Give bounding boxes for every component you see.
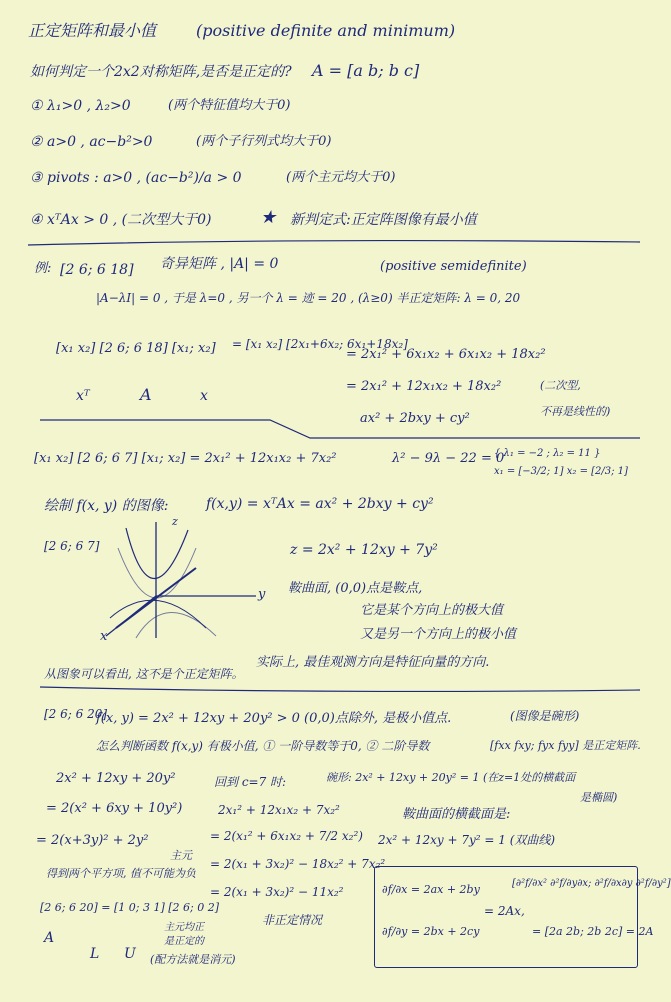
complete-square-3: = 2(x+3y)² + 2y² [36,833,149,848]
saddle-note: 鞍曲面, (0,0)点是鞍点, [288,581,423,596]
plot-title: 绘制 f(x, y) 的图像: [44,498,169,514]
pivot-note: 主元 [170,849,192,862]
complete-square-2: = 2(x² + 6xy + 10y²) [46,801,183,816]
criterion-2-note: (两个子行列式均大于0) [196,134,332,149]
example-matrix: [2 6; 6 18] [60,262,134,278]
small-matrix: [2 6; 6 7] [44,539,100,553]
back-step-4: = 2(x₁ + 3x₂)² − 11x₂² [210,885,344,899]
lu-label-l: L [90,946,100,962]
bowl-shape: (图像是碗形) [510,709,580,723]
saddle-cross-section: 鞍曲面的横截面是: [402,807,511,822]
saddle-cross-section-eq: 2x² + 12xy + 7y² = 1 (双曲线) [378,833,556,847]
quadratic-general: ax² + 2bxy + cy² [360,411,470,426]
matrix-def: A = [a b; b c] [312,61,420,80]
back-step-1: 2x₁² + 12x₁x₂ + 7x₂² [218,803,340,817]
example-label: 例: [34,261,52,276]
criterion-1-note: (两个特征值均大于0) [168,98,291,113]
section-title: 正定矩阵和最小值 [28,21,157,40]
question: 如何判定一个2x2对称矩阵,是否是正定的? [30,64,292,80]
lu-note-3: (配方法就是消元) [150,953,236,966]
back-step-3: = 2(x₁ + 3x₂)² − 18x₂² + 7x₂² [210,857,386,871]
eigen-line: |A−λI| = 0 , 于是 λ=0 , 另一个 λ = 迹 = 20 , (λ≥0) 半正定矩阵: λ = 0, 20 [96,291,521,305]
gradient-x: ∂f/∂x = 2ax + 2by [382,883,480,896]
gradient-y: ∂f/∂y = 2bx + 2cy [382,925,480,938]
axis-z-label: z [172,515,178,528]
f-line-c20: f(x, y) = 2x² + 12xy + 20y² > 0 (0,0)点除外, 是极小值点. [96,711,452,726]
eigen-equation: λ² − 9λ − 22 = 0 [392,451,505,466]
axis-x-label: x [100,629,108,644]
hessian-matrix: [∂²f/∂x² ∂²f/∂y∂x; ∂²f/∂x∂y ∂²f/∂y²] [512,878,671,889]
star-icon: ★ [260,207,277,228]
saddle-plot [96,515,266,648]
gradient-eq: = 2Ax, [484,904,525,918]
quadratic-rhs: = 2x₁² + 6x₁x₂ + 6x₁x₂ + 18x₂² [346,347,546,362]
quadratic-rhs-2: = 2x₁² + 12x₁x₂ + 18x₂² [346,379,502,394]
z-definition: z = 2x² + 12xy + 7y² [290,542,438,558]
criterion-4-note: 新判定式:正定阵图像有最小值 [290,212,477,228]
criterion-2: ② a>0 , ac−b²>0 [30,134,153,150]
label-xt: xᵀ [76,388,90,404]
hessian-tag: [fxx fxy; fyx fyy] 是正定矩阵. [490,739,641,752]
singular-note: 奇异矩阵 , |A| = 0 [160,256,279,272]
quad-note-2: 不再是线性的) [540,405,611,418]
best-direction: 实际上, 最佳观测方向是特征向量的方向. [256,655,490,670]
bowl-cross-section-2: 是椭圆) [580,791,618,804]
criterion-4: ④ xᵀAx > 0 , (二次型大于0) [30,212,212,228]
quadratic-mid: = [x₁ x₂] [2x₁+6x₂; 6x₁+18x₂] [232,337,408,351]
semidefinite-note: (positive semidefinite) [380,259,527,274]
section-title-en: (positive definite and minimum) [196,21,456,40]
saddle-note-3: 又是另一个方向上的极小值 [360,627,517,642]
eigen-vectors: x₁ = [−3/2; 1] x₂ = [2/3; 1] [494,466,628,477]
criterion-1: ① λ₁>0 , λ₂>0 [30,98,131,114]
back-step-2: = 2(x₁² + 6x₁x₂ + 7/2 x₂²) [210,829,363,843]
axis-y-label: y [258,587,266,602]
back-step-5: 非正定情况 [262,913,323,927]
label-x: x [200,388,208,404]
matrix-c20: [2 6; 6 20] [44,707,108,721]
quad-note-1: (二次型, [540,379,581,392]
conclusion: 从图象可以看出, 这不是个正定矩阵。 [44,667,244,681]
hessian-eq: = [2a 2b; 2b 2c] = 2A [532,925,654,938]
quadratic-lhs: [x₁ x₂] [2 6; 6 18] [x₁; x₂] [56,341,216,356]
lu-note-1: 主元均正 [164,922,204,933]
lu-label-u: U [124,946,136,962]
quadratic-line-c7: [x₁ x₂] [2 6; 6 7] [x₁; x₂] = 2x₁² + 12x₁x₂ + 7x₂² [34,451,337,466]
label-a: A [140,385,152,404]
lu-note-2: 是正定的 [164,936,204,947]
min-test: 怎么判断函数 f(x,y) 有极小值, ① 一阶导数等于0, ② 二阶导数 [96,739,430,753]
lu-factorization: [2 6; 6 20] = [1 0; 3 1] [2 6; 0 2] [40,901,220,914]
back-to-c7: 回到 c=7 时: [214,775,287,789]
f-definition: f(x,y) = xᵀAx = ax² + 2bxy + cy² [206,496,434,512]
lu-label-a: A [44,930,55,946]
criterion-3-note: (两个主元均大于0) [286,170,396,185]
criterion-3: ③ pivots : a>0 , (ac−b²)/a > 0 [30,170,242,186]
bowl-cross-section: 碗形: 2x² + 12xy + 20y² = 1 (在z=1处的横截面 [326,771,576,784]
complete-square-1: 2x² + 12xy + 20y² [56,771,176,786]
eigen-values: { λ₁ = −2 ; λ₂ = 11 } [494,448,601,459]
saddle-note-2: 它是某个方向上的极大值 [360,603,504,618]
complete-square-4: 得到两个平方项, 值不可能为负 [46,867,196,880]
